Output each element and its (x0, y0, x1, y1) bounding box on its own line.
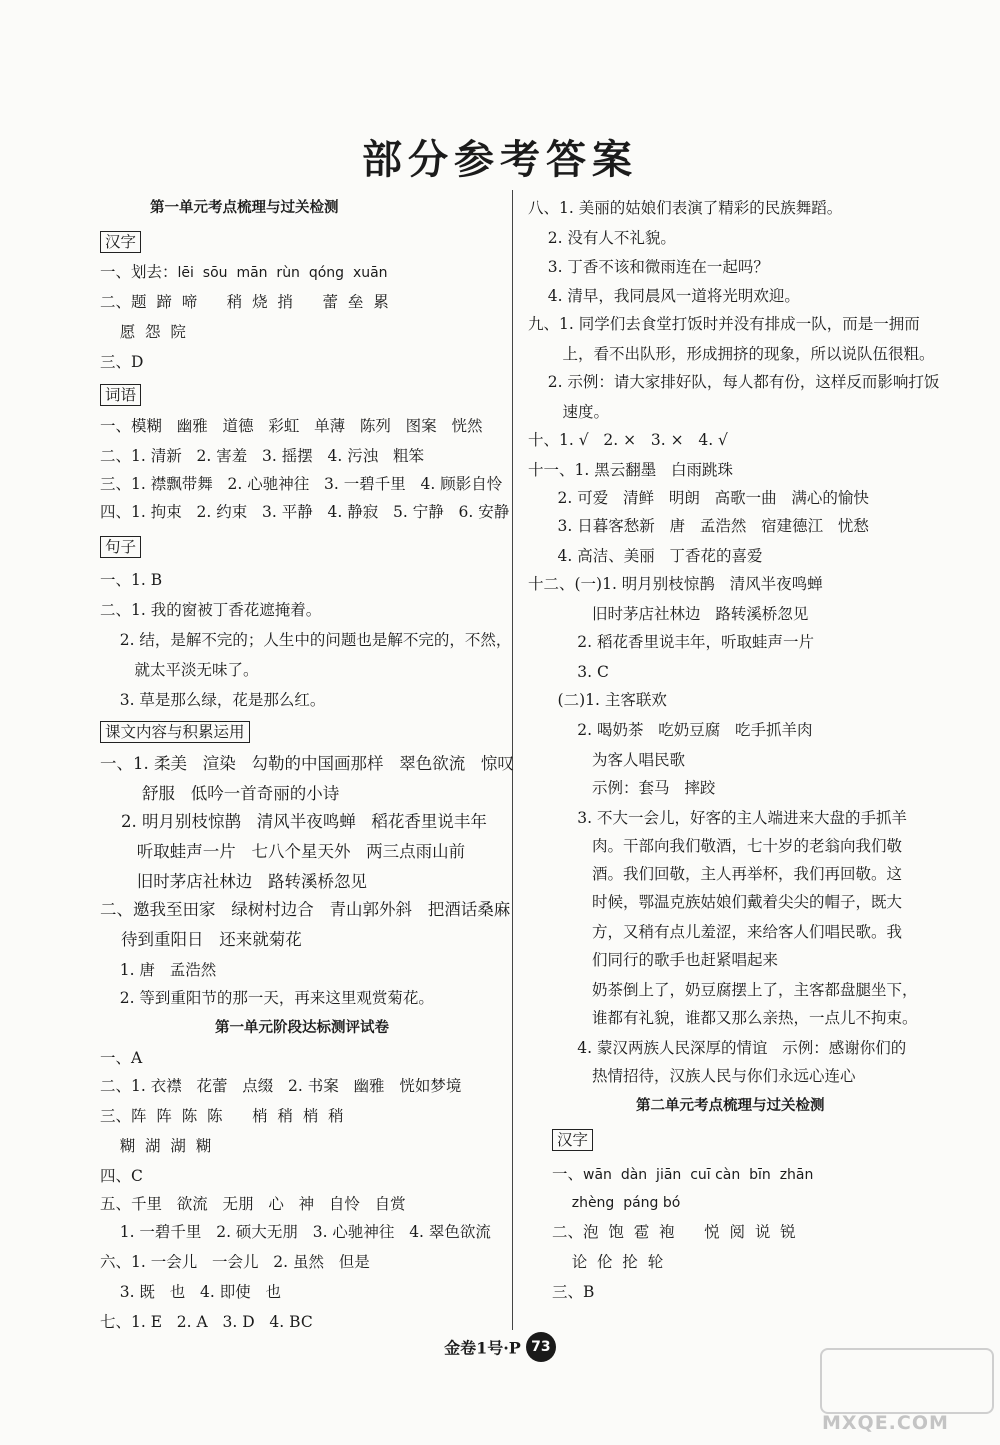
answer-text: 旧时茅店社林边 路转溪桥忽见 (528, 605, 809, 623)
right-line (528, 662, 609, 682)
answer-text: 三、1. 襟飘带舞 2. 心驰神往 3. 一碧千里 4. 顾影自怜 (100, 475, 503, 493)
right-line (528, 314, 920, 334)
answer-text: 2. 等到重阳节的那一天，再来这里观赏菊花。 (100, 989, 434, 1007)
left-line (100, 660, 259, 680)
right-line (528, 228, 676, 248)
right-line (528, 808, 907, 828)
right-line (528, 1008, 918, 1028)
right-line (528, 836, 902, 856)
answer-text: 二、题 蹄 啼 稍 烧 捎 蕾 垒 累 (100, 293, 389, 311)
right-line (552, 1130, 593, 1150)
left-line (100, 416, 482, 436)
answer-text: 一、1. 柔美 渲染 勾勒的中国画那样 翠色欲流 惊叹 (100, 754, 514, 773)
left-line (100, 322, 186, 342)
answer-text: 就太平淡无味了。 (100, 661, 259, 679)
section-tag: 汉字 (100, 231, 141, 253)
answer-text: 肉。干部向我们敬酒，七十岁的老翁向我们敬 (528, 837, 903, 855)
left-line (100, 474, 502, 494)
pinyin-text: zhèng páng bó (571, 1195, 681, 1211)
left-line (100, 1106, 344, 1126)
left-line (100, 722, 250, 742)
left-line (100, 1194, 406, 1214)
watermark-logo (820, 1348, 994, 1414)
answer-text: 们同行的歌手也赶紧唱起来 (528, 951, 779, 969)
answer-text: 谁都有礼貌，谁都又那么亲热，一点儿不拘束。 (528, 1009, 918, 1027)
right-line (528, 402, 609, 422)
right-line (528, 460, 733, 480)
answer-text: 奶茶倒上了，奶豆腐摆上了，主客都盘腿坐下， (528, 981, 918, 999)
answer-text: 2. 稻花香里说丰年，听取蛙声一片 (528, 633, 814, 651)
right-line (528, 286, 800, 306)
answer-text: 1. 一碧千里 2. 硕大无朋 3. 心驰神往 4. 翠色欲流 (100, 1223, 491, 1241)
left-line (100, 1222, 491, 1242)
right-line (528, 922, 902, 942)
answer-text: 一、1. B (100, 571, 163, 589)
right-line (528, 750, 685, 770)
answer-text: 时候，鄂温克族姑娘们戴着尖尖的帽子，既大 (528, 893, 903, 911)
answer-text: 二、邀我至田家 绿树村边合 青山郭外斜 把酒话桑麻 (100, 900, 511, 919)
right-line (528, 720, 813, 740)
answer-text: 3. C (528, 663, 609, 681)
left-line (100, 630, 511, 650)
answer-text: 九、1. 同学们去食堂打饭时并没有排成一队，而是一拥而 (528, 315, 920, 333)
answer-text: 一、 (552, 1165, 584, 1183)
answer-text (552, 1193, 572, 1211)
answer-text: 二、泡 饱 雹 袍 悦 阅 说 锐 (552, 1223, 796, 1241)
right-line (528, 1038, 906, 1058)
watermark (820, 1348, 990, 1438)
answer-text: 3. 草是那么绿，花是那么红。 (100, 691, 326, 709)
left-line (100, 930, 302, 950)
left-line (100, 1076, 461, 1096)
right-line (528, 778, 715, 798)
answer-text: 4. 蒙汉两族人民深厚的情谊 示例：感谢你们的 (528, 1039, 907, 1057)
answer-text: 上，看不出队形，形成拥挤的现象，所以说队伍很粗。 (528, 345, 935, 363)
section-heading: 第一单元考点梳理与过关检测 (150, 200, 339, 216)
left-line (100, 754, 514, 774)
answer-text: 十、1. √ 2. × 3. × 4. √ (528, 431, 728, 449)
answer-text: 一、A (100, 1049, 143, 1067)
left-line (100, 988, 434, 1008)
answer-text: 二、1. 我的窗被丁香花遮掩着。 (100, 601, 322, 619)
left-line (100, 385, 141, 405)
answer-text: 七、1. E 2. A 3. D 4. BC (100, 1313, 313, 1331)
section-heading: 第二单元考点梳理与过关检测 (636, 1098, 825, 1114)
answer-text: 3. 丁香不该和微雨连在一起吗？ (528, 258, 769, 276)
answer-text: 2. 结，是解不完的；人生中的问题也是解不完的，不然， (100, 631, 512, 649)
left-line (150, 198, 339, 218)
section-tag: 汉字 (552, 1129, 593, 1151)
answer-text: 八、1. 美丽的姑娘们表演了精彩的民族舞蹈。 (528, 199, 843, 217)
answer-text: 三、阵 阵 陈 陈 梢 稍 梢 稍 (100, 1107, 344, 1125)
right-line (528, 372, 939, 392)
answer-text: 示例：套马 摔跤 (528, 779, 716, 797)
left-line (100, 352, 143, 372)
pinyin-text: lēi sōu mān rùn qóng xuān (177, 265, 388, 281)
left-line (100, 232, 141, 252)
left-line (100, 1166, 143, 1186)
answer-text: 论 伦 抡 轮 (552, 1253, 664, 1271)
answer-text: 四、1. 拘束 2. 约束 3. 平静 4. 静寂 5. 宁静 6. 安静 (100, 503, 510, 521)
answer-text: 糊 湖 湖 糊 (100, 1137, 212, 1155)
answer-text: 待到重阳日 还来就菊花 (100, 930, 302, 949)
right-line (528, 632, 814, 652)
answer-text: 2. 明月别枝惊鹊 清风半夜鸣蝉 稻花香里说丰年 (100, 812, 487, 831)
right-line (528, 892, 902, 912)
left-line (100, 570, 162, 590)
answer-text: 3. 日暮客愁新 唐 孟浩然 宿建德江 忧愁 (528, 517, 869, 535)
answer-text: 3. 不大一会儿，好客的主人端进来大盘的手抓羊 (528, 809, 907, 827)
left-line (100, 960, 216, 980)
answer-text: 听取蛙声一片 七八个星天外 两三点雨山前 (100, 842, 466, 861)
right-line (528, 516, 869, 536)
right-line (528, 690, 667, 710)
left-line (100, 1252, 370, 1272)
right-line (552, 1252, 663, 1272)
answer-text: 愿 怨 院 (100, 323, 186, 341)
answer-text: 为客人唱民歌 (528, 751, 686, 769)
answer-text: 五、千里 欲流 无朋 心 神 自怜 自赏 (100, 1195, 406, 1213)
section-tag: 课文内容与积累运用 (100, 721, 250, 743)
left-line (100, 842, 465, 862)
answer-text: 三、B (552, 1283, 595, 1301)
left-line (100, 900, 510, 920)
right-line (528, 344, 935, 364)
left-line (100, 812, 487, 832)
answer-text: 四、C (100, 1167, 143, 1185)
right-line (528, 1066, 856, 1086)
answer-text: 十一、1. 黑云翻墨 白雨跳珠 (528, 461, 733, 479)
answer-text: 2. 可爱 清鲜 明朗 高歌一曲 满心的愉快 (528, 489, 869, 507)
right-line (552, 1164, 813, 1185)
left-line (100, 1282, 281, 1302)
left-line (100, 872, 367, 892)
answer-text: 舒服 低吟一首奇丽的小诗 (100, 784, 340, 803)
section-heading: 第一单元阶段达标测评试卷 (215, 1020, 389, 1036)
left-line (100, 1312, 313, 1332)
left-line (100, 292, 389, 312)
answer-text: 1. 唐 孟浩然 (100, 961, 217, 979)
answer-text: 酒。我们回敬，主人再举杯，我们再回敬。这 (528, 865, 903, 883)
answer-text: 旧时茅店社林边 路转溪桥忽见 (100, 872, 367, 891)
answer-text: 一、模糊 幽雅 道德 彩虹 单薄 陈列 图案 恍然 (100, 417, 483, 435)
right-line (528, 950, 778, 970)
section-tag: 句子 (100, 536, 141, 558)
right-line (528, 488, 869, 508)
left-line (100, 1048, 142, 1068)
answer-text: 2. 没有人不礼貌。 (528, 229, 676, 247)
answer-text: 2. 示例：请大家排好队，每人都有份，这样反而影响打饭 (528, 373, 940, 391)
left-line (100, 537, 141, 557)
answer-text: 热情招待，汉族人民与你们永远心连心 (528, 1067, 856, 1085)
left-line (100, 784, 339, 804)
watermark-url: MXQE.COM (822, 1412, 949, 1434)
right-line (528, 864, 902, 884)
page-number: 73 (526, 1332, 556, 1362)
answer-text: 2. 喝奶茶 吃奶豆腐 吃手抓羊肉 (528, 721, 813, 739)
right-line (528, 604, 808, 624)
left-line (100, 690, 325, 710)
page-title: 部分参考答案 (362, 136, 638, 183)
pinyin-text: wān dàn jiān cuī càn bīn zhān (583, 1167, 814, 1183)
left-line (100, 1136, 211, 1156)
answer-text: 4. 高洁、美丽 丁香花的喜爱 (528, 547, 763, 565)
answer-text: 4. 清早，我同晨风一道将光明欢迎。 (528, 287, 800, 305)
right-line (552, 1192, 680, 1213)
left-line (215, 1018, 389, 1038)
right-line (528, 430, 728, 450)
answer-text: 速度。 (528, 403, 609, 421)
answer-text: 六、1. 一会儿 一会儿 2. 虽然 但是 (100, 1253, 370, 1271)
answer-text: 二、1. 衣襟 花蕾 点缀 2. 书案 幽雅 恍如梦境 (100, 1077, 462, 1095)
right-line (528, 546, 763, 566)
answer-text: 三、D (100, 353, 144, 371)
answer-text: 3. 既 也 4. 即使 也 (100, 1283, 281, 1301)
right-line (552, 1222, 796, 1242)
answer-text: (二)1. 主客联欢 (528, 691, 667, 709)
answer-text: 方，又稍有点儿羞涩，来给客人们唱民歌。我 (528, 923, 903, 941)
right-line (528, 257, 769, 277)
answer-text: 二、1. 清新 2. 害羞 3. 摇摆 4. 污浊 粗笨 (100, 447, 424, 465)
answer-text: 一、划去： (100, 263, 178, 281)
section-tag: 词语 (100, 384, 141, 406)
answer-text: 十二、(一)1. 明月别枝惊鹊 清风半夜鸣蝉 (528, 575, 823, 593)
left-line (100, 600, 321, 620)
right-line (636, 1096, 825, 1116)
footer-brand: 金卷1号·P (444, 1338, 521, 1358)
right-line (528, 574, 823, 594)
right-line (552, 1282, 594, 1302)
left-line (100, 446, 424, 466)
right-line (528, 198, 842, 218)
right-line (528, 980, 918, 1000)
left-line (100, 502, 509, 522)
left-line (100, 262, 388, 283)
